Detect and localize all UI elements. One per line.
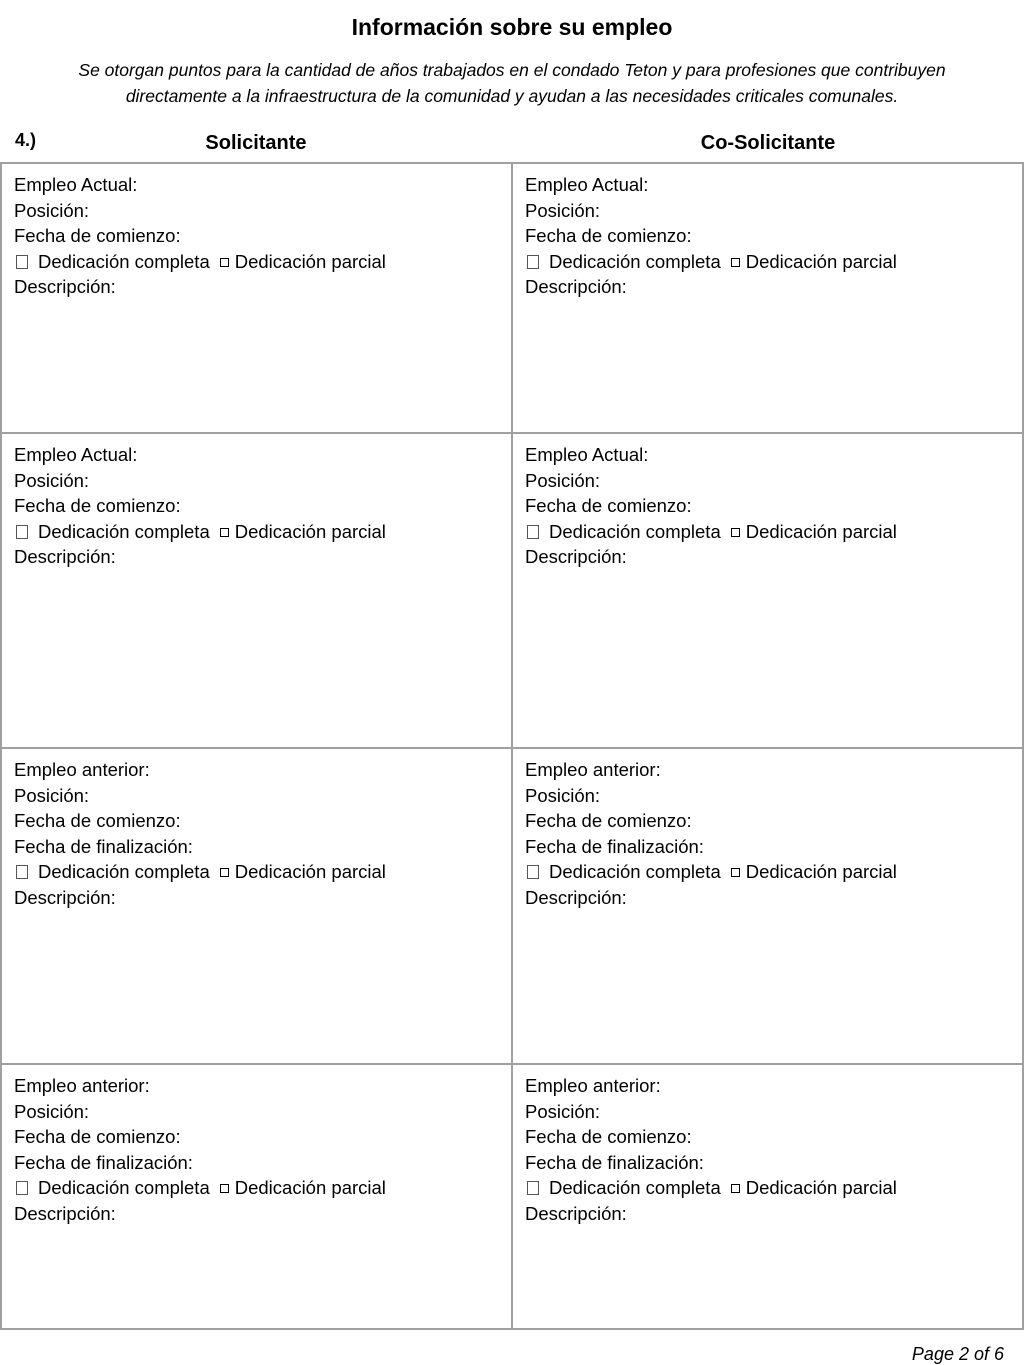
start-date-label: Fecha de comienzo: — [14, 1126, 181, 1147]
employer-label: Empleo Actual: — [14, 174, 138, 195]
employer-label: Empleo anterior: — [14, 1075, 150, 1096]
employer-label: Empleo anterior: — [14, 759, 150, 780]
position-label: Posición: — [14, 784, 90, 806]
part-time-checkbox[interactable] — [220, 258, 229, 267]
part-time-label: Dedicación parcial — [745, 250, 897, 272]
full-time-checkbox[interactable] — [16, 1181, 28, 1195]
full-time-checkbox[interactable] — [527, 525, 539, 539]
description-label: Descripción: — [525, 886, 627, 908]
start-date-label: Fecha de comienzo: — [525, 495, 692, 516]
description-label: Descripción: — [525, 546, 627, 567]
description-label: Descripción: — [14, 276, 116, 297]
intro-text — [30, 57, 994, 109]
end-date-label: Fecha de finalización: — [525, 835, 704, 857]
full-time-checkbox[interactable] — [527, 255, 539, 269]
position-label: Posición: — [525, 199, 601, 221]
employer-label: Empleo anterior: — [525, 759, 661, 780]
description-label: Descripción: — [14, 546, 116, 567]
employer-label: Empleo Actual: — [14, 444, 138, 465]
start-date-label: Fecha de comienzo: — [525, 1126, 692, 1147]
full-time-label: Dedicación completa — [38, 861, 210, 882]
applicant-current-job-2[interactable] — [2, 434, 513, 749]
position-label: Posición: — [525, 1100, 601, 1122]
start-date-label: Fecha de comienzo: — [525, 810, 692, 831]
coapplicant-previous-job-1[interactable] — [513, 749, 1024, 1065]
work-type-row — [525, 859, 1022, 885]
position-label: Posición: — [525, 469, 601, 491]
description-label: Descripción: — [14, 886, 116, 908]
intro-line-1: Se otorgan puntos para la cantidad de años trabajados en el condado Teton y para profesiones que contribuyen — [78, 60, 946, 80]
full-time-label: Dedicación completa — [38, 250, 210, 272]
position-label: Posición: — [525, 784, 601, 806]
work-type-row — [525, 1175, 1022, 1201]
end-date-label: Fecha de finalización: — [14, 1151, 193, 1173]
page-title: Información sobre su empleo — [351, 14, 673, 40]
position-label: Posición: — [14, 469, 90, 491]
applicant-column-header: Solicitante — [205, 132, 307, 154]
work-type-row — [14, 859, 511, 885]
section-number: 4.) — [15, 130, 37, 150]
full-time-label: Dedicación completa — [38, 1177, 210, 1198]
start-date-label: Fecha de comienzo: — [14, 810, 181, 831]
part-time-label: Dedicación parcial — [745, 520, 897, 542]
applicant-previous-job-1[interactable] — [2, 749, 513, 1065]
full-time-label: Dedicación completa — [549, 1177, 721, 1198]
part-time-checkbox[interactable] — [731, 258, 740, 267]
end-date-label: Fecha de finalización: — [14, 835, 193, 857]
work-type-row — [14, 1175, 511, 1201]
work-type-row — [14, 249, 511, 275]
coapplicant-current-job-2[interactable] — [513, 434, 1024, 749]
part-time-checkbox[interactable] — [220, 1184, 229, 1193]
part-time-label: Dedicación parcial — [745, 861, 897, 882]
employment-grid — [0, 162, 1024, 1330]
employer-label: Empleo anterior: — [525, 1075, 661, 1096]
description-label: Descripción: — [14, 1202, 116, 1224]
part-time-checkbox[interactable] — [731, 1184, 740, 1193]
full-time-checkbox[interactable] — [527, 1181, 539, 1195]
full-time-checkbox[interactable] — [16, 865, 28, 879]
part-time-checkbox[interactable] — [220, 528, 229, 537]
part-time-label: Dedicación parcial — [745, 1177, 897, 1198]
start-date-label: Fecha de comienzo: — [14, 495, 181, 516]
applicant-previous-job-2[interactable] — [2, 1065, 513, 1330]
part-time-label: Dedicación parcial — [234, 861, 386, 882]
part-time-label: Dedicación parcial — [234, 520, 386, 542]
work-type-row — [525, 519, 1022, 545]
start-date-label: Fecha de comienzo: — [525, 225, 692, 246]
full-time-label: Dedicación completa — [549, 861, 721, 882]
coapplicant-current-job-1[interactable] — [513, 164, 1024, 434]
description-label: Descripción: — [525, 1202, 627, 1224]
work-type-row — [14, 519, 511, 545]
page-number: Page 2 of 6 — [911, 1344, 1004, 1364]
full-time-checkbox[interactable] — [16, 255, 28, 269]
employer-label: Empleo Actual: — [525, 444, 649, 465]
work-type-row — [525, 249, 1022, 275]
part-time-checkbox[interactable] — [220, 868, 229, 877]
full-time-checkbox[interactable] — [16, 525, 28, 539]
position-label: Posición: — [14, 199, 90, 221]
full-time-label: Dedicación completa — [549, 250, 721, 272]
coapplicant-column-header: Co-Solicitante — [700, 132, 836, 154]
end-date-label: Fecha de finalización: — [525, 1151, 704, 1173]
start-date-label: Fecha de comienzo: — [14, 225, 181, 246]
part-time-checkbox[interactable] — [731, 528, 740, 537]
description-label: Descripción: — [525, 276, 627, 297]
part-time-checkbox[interactable] — [731, 868, 740, 877]
employer-label: Empleo Actual: — [525, 174, 649, 195]
part-time-label: Dedicación parcial — [234, 250, 386, 272]
part-time-label: Dedicación parcial — [234, 1177, 386, 1198]
full-time-checkbox[interactable] — [527, 865, 539, 879]
intro-line-2: directamente a la infraestructura de la comunidad y ayudan a las necesidades criticales comunales. — [125, 86, 899, 106]
position-label: Posición: — [14, 1100, 90, 1122]
applicant-current-job-1[interactable] — [2, 164, 513, 434]
coapplicant-previous-job-2[interactable] — [513, 1065, 1024, 1330]
full-time-label: Dedicación completa — [38, 520, 210, 542]
full-time-label: Dedicación completa — [549, 520, 721, 542]
